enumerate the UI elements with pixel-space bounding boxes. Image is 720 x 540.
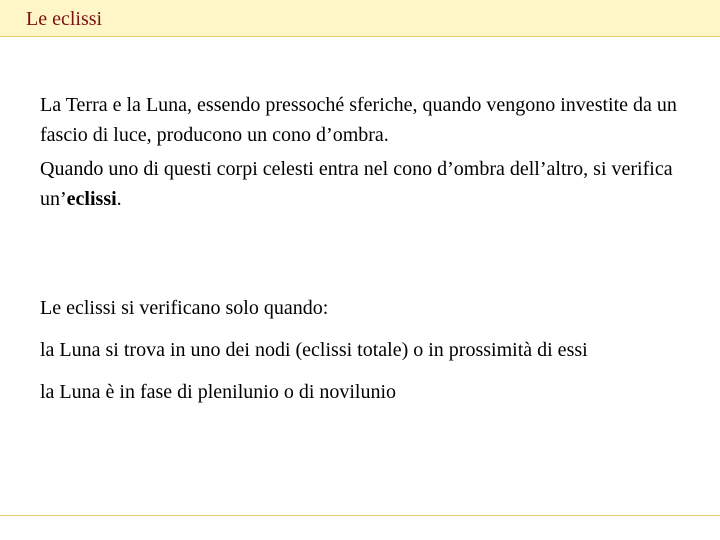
- paragraph-eclipse-definition: [40, 154, 710, 214]
- title-bar: [0, 0, 720, 37]
- definition-period: .: [116, 188, 122, 210]
- page-title: Le eclissi: [26, 8, 103, 30]
- paragraph-intro: La Terra e la Luna, essendo pressoché sferiche, quando vengono investite da un fascio di luce, producono un cono d’ombra.: [40, 94, 677, 146]
- condition-item-nodes: la Luna si trova in uno dei nodi (eclissi totale) o in prossimità di essi: [40, 339, 588, 361]
- definition-text: Quando uno di questi corpi celesti entra nel cono d’ombra dell’altro, si verifica un’: [40, 158, 673, 210]
- condition-item-phase: la Luna è in fase di plenilunio o di novilunio: [40, 381, 397, 403]
- slide-content: [40, 90, 710, 407]
- definition-term: eclissi: [66, 188, 117, 210]
- spacer: [40, 214, 710, 293]
- footer-divider: [0, 515, 720, 516]
- conditions-intro: Le eclissi si verificano solo quando:: [40, 297, 329, 319]
